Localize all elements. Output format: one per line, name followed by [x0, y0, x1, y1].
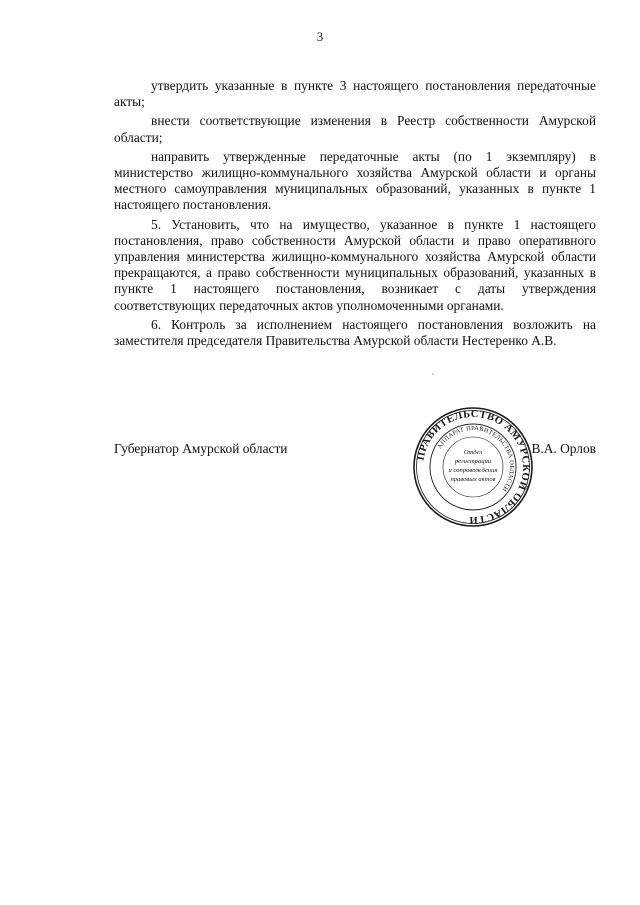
page-number: 3 [316, 30, 324, 44]
signatory-title: Губернатор Амурской области [114, 441, 288, 456]
paragraph-approve-acts: утвердить указанные в пункте 3 настоящего постановления передаточные акты; [114, 78, 596, 110]
seal-inner-ring-text: АППАРАТ ПРАВИТЕЛЬСТВА ОБЛАСТИ [436, 424, 516, 493]
seal-center-line-3: и сопровождения [448, 467, 498, 474]
seal-center-line-1: Отдел [463, 449, 483, 456]
seal-outer-text: ПРАВИТЕЛЬСТВО АМУРСКОЙ ОБЛАСТИ [415, 408, 532, 526]
seal-graphic [412, 406, 534, 528]
seal-center-line-4: правовых актов [450, 476, 496, 483]
paragraph-registry-changes: внести соответствующие изменения в Реестр собственности Амурской области; [114, 113, 596, 145]
paragraph-item-5: 5. Установить, что на имущество, указанное в пункте 1 настоящего постановления, право собственности Амурской области и право оперативного управления министерства жилищно-коммунального хозяйства Амурской области прекращаются, а право собственности муниципальных образований, указанных в пункте 1 настоящего постановления, возникает с даты утверждения соответствующих передаточных актов уполномоченными органами. [114, 216, 596, 313]
official-seal [412, 406, 534, 528]
signatory-name: В.А. Орлов [531, 441, 596, 456]
paragraph-item-6: 6. Контроль за исполнением настоящего постановления возложить на заместителя председателя Правительства Амурской области Нестеренко А.В. [114, 316, 596, 349]
paragraph-send-acts: направить утвержденные передаточные акты (по 1 экземпляру) в министерство жилищно-коммунального хозяйства Амурской области и органы местного самоуправления муниципальных образований, указанных в пункте 1 настоящего постановления. [114, 148, 596, 213]
scan-speck [432, 373, 434, 375]
seal-center-line-2: регистрации [454, 458, 492, 465]
document-body [114, 78, 596, 349]
